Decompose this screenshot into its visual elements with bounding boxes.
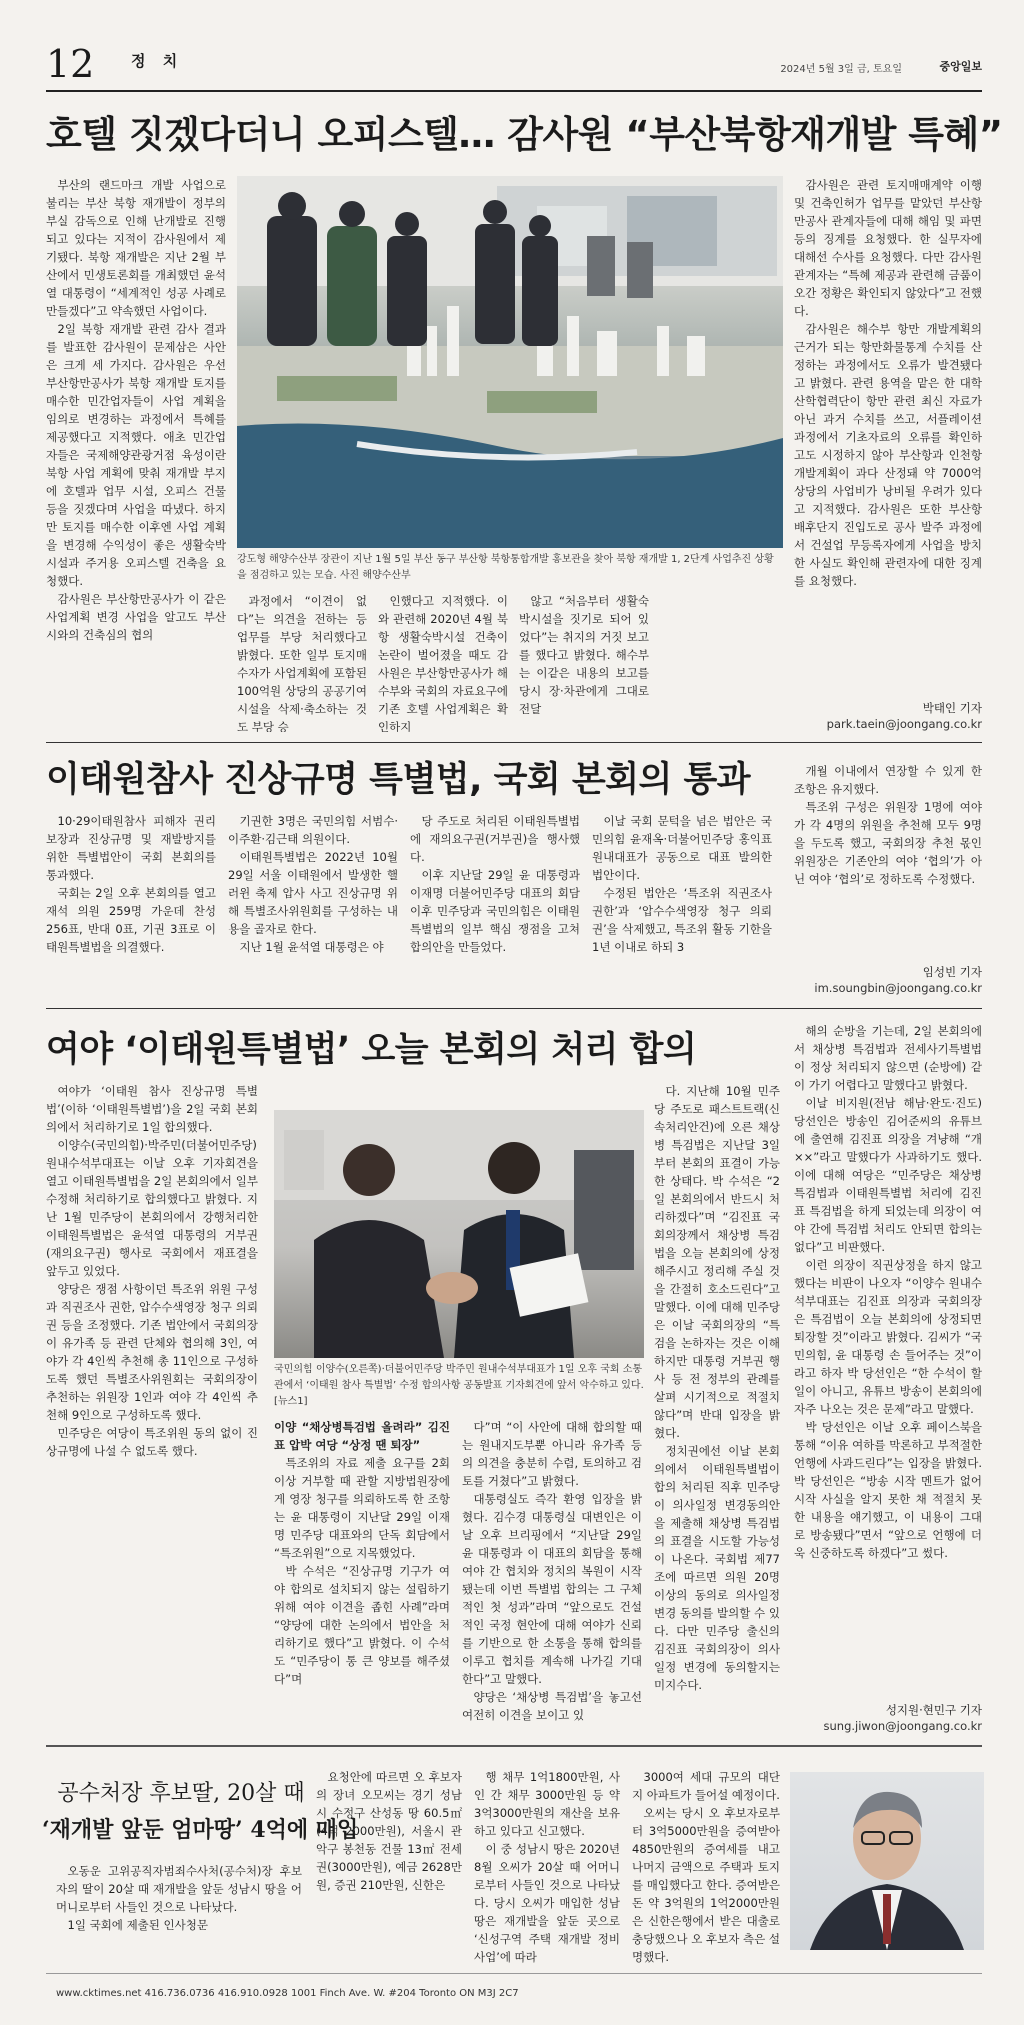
article3-column5 [794, 1022, 982, 1700]
reporter-name: 성지원·현민구 기자 [885, 1703, 982, 1717]
article3-paragraph: 이런 의장이 직권상정을 하지 않고 했다는 비판이 나오자 “이양수 원내수석부대표는 김진표 의장과 국회의장은 특검법이 오늘 본회의에 상정되면 퇴장할 것”이라고 밝혔다. 김씨가 “국민의힘, 윤 대통령 손 들어주는 것”이라고 하자 박 당선인은 “한 수석이 할 일이 아니고, 유튜브 방송이 본회의에 자주 나오는 것은 문제”라고 말했다. [794, 1258, 982, 1416]
article2-byline [794, 964, 982, 996]
article2-paragraph: 이날 국회 문턱을 넘은 법안은 국민의힘 윤재옥·더불어민주당 홍익표 원내대표가 공동으로 대표 발의한 법안이다. [592, 814, 772, 882]
article4-paragraph: 오동운 고위공직자범죄수사처(공수처)장 후보자의 딸이 20살 때 재개발을 앞둔 성남시 땅을 어머니로부터 사들인 것으로 나타났다. [56, 1864, 302, 1914]
article1-column1 [46, 176, 226, 732]
article3-paragraph: 박 당선인은 이날 오후 페이스북을 통해 “이유 여하를 막론하고 부적절한 언행에 사과드린다”는 입장을 밝혔다. 박 당선인은 “방송 시작 멘트가 없어 시작 사실을 알지 못한 채 적절치 못한 내용을 얘기했고, 이 내용이 그대로 방송됐다”면서 “앞으로 언행에 더욱 신중하도록 하겠다”고 썼다. [794, 1420, 982, 1560]
reporter-email: sung.jiwon@joongang.co.kr [823, 1719, 982, 1733]
article2-column3 [410, 812, 580, 1002]
article2-paragraph: 이후 지난달 29일 윤 대통령과 이재명 더불어민주당 대표의 회담 이후 민주당과 국민의힘은 이태원특별법의 일부 핵심 쟁점을 고쳐 합의안을 만들었다. [410, 868, 580, 954]
article1-column3 [378, 592, 508, 732]
article4-portrait [790, 1772, 984, 1950]
article4-column1 [56, 1862, 302, 1968]
article3-byline [794, 1702, 982, 1734]
article3-paragraph: 다. 지난해 10월 민주당 주도로 패스트트랙(신속처리안건)에 오른 채상병 특검법은 지난달 3일부터 본회의 표결이 가능한 상태다. 박 수석은 “2일 본회의에서 반드시 처리하겠다”며 “김진표 국회의장께서 채상병 특검법을 오늘 본회의에 상정해주시고 정리해 주실 것을 간절히 호소드린다”고 말했다. 이에 대해 민주당은 이날 국회의장의 “특검을 논하자는 것은 이해하지만 대통령 거부권 행사 등 전 정부의 관례를 살펴 시기적으로 적절치 않다”며 반대 입장을 밝혔다. [654, 1084, 780, 1440]
header-rule [46, 90, 982, 92]
article4-headline [42, 1776, 359, 1848]
article3-subheadline: 이양 “채상병특검법 올려라” 김진표 압박 여당 “상정 땐 퇴장” [274, 1420, 450, 1452]
article3-headline: 여야 ‘이태원특별법’ 오늘 본회의 처리 합의 [46, 1030, 697, 1070]
article2-column1 [46, 812, 216, 1002]
article3-paragraph: 양당은 쟁점 사항이던 특조위 위원 구성과 직권조사 권한, 압수수색영장 청구 의뢰권 등을 조정했다. 기존 법안에서 국회의장이 유가족 등 관련 단체와 협의해 3인, 여야가 각 4인씩 추천해 총 11인으로 구성하도록 했던 특별조사위원회는 국회의장이 추천하는 위원장 1인과 여야 각 4인씩 추천해 9인으로 구성하도록 했다. [46, 1282, 258, 1422]
article1-column5 [794, 176, 982, 698]
article2-paragraph: 10·29이태원참사 피해자 권리보장과 진상규명 및 재발방지를 위한 특별법안이 국회 본회의를 통과했다. [46, 814, 216, 882]
article4-paragraph: 1일 국회에 제출된 인사청문 [67, 1918, 208, 1932]
article3-paragraph: 대통령실도 즉각 환영 입장을 밝혔다. 김수경 대통령실 대변인은 이날 오후 브리핑에서 “지난달 29일 윤 대통령과 이 대표의 회담을 통해 여야 간 협치와 정치의 복원이 시작됐는데 이번 특별법 합의는 그 구체적인 첫 성과”라며 “앞으로도 건설적인 국정 현안에 대해 여야가 신뢰를 기반으로 한 소통을 통해 합의를 이루고 협치를 계속해 나가길 기대한다”고 말했다. [462, 1492, 642, 1686]
article2-paragraph: 특조위 구성은 위원장 1명에 여야가 각 4명의 위원을 추천해 모두 9명을 두도록 했고, 국회의장 추천 몫인 위원장은 기존안의 여야 ‘협의’가 아닌 여야 ‘협의’로 정하도록 수정했다. [794, 800, 982, 886]
article1-paragraph: 과정에서 “이견이 없다”는 의견을 전하는 등 업무를 부당 처리했다고 밝혔다. 또한 일부 토지매수자가 사업계획에 포함된 100억원 상당의 공공기여 시설을 삭제·축소하는 것도 부당 승 [237, 594, 367, 732]
reporter-name: 박태인 기자 [922, 701, 982, 715]
article2-column4 [592, 812, 772, 1002]
article3-paragraph: 양당은 ‘채상병 특검법’을 놓고선 여전히 이견을 보이고 있 [462, 1690, 642, 1722]
article3-paragraph: 박 수석은 “진상규명 기구가 여야 합의로 설치되지 않는 설립하기 위해 여야 이견을 좁힌 사례”라며 “양당에 대한 논의에서 법안을 처리하기로 했다”고 밝혔다. 이 수석도 “민주당이 통 큰 양보를 해주셨다”며 [274, 1564, 450, 1686]
article4-column4 [632, 1768, 780, 1964]
article4-headline-line1: 공수처장 후보딸, 20살 때 [57, 1781, 305, 1806]
article3-column4 [654, 1082, 780, 1730]
article2-paragraph: 이태원특별법은 2022년 10월 29일 서울 이태원에서 발생한 핼러윈 축제 압사 사고 진상규명 위해 특별조사위원회를 구성하는 내용을 골자로 한다. [228, 850, 398, 936]
page-header [46, 44, 982, 84]
article2-column5 [794, 762, 982, 960]
article2-paragraph: 기권한 3명은 국민의힘 서범수·이주환·김근태 의원이다. [228, 814, 398, 846]
article4-column3 [474, 1768, 620, 1964]
article4-paragraph: 3000여 세대 규모의 대단지 아파트가 들어설 예정이다. [632, 1770, 780, 1802]
article2-paragraph: 지난 1월 윤석열 대통령은 야 [239, 940, 384, 954]
article1-column2 [237, 592, 367, 732]
photo-officials-at-model [237, 176, 783, 548]
article4-paragraph: 행 채무 1억1800만원, 사인 간 채무 3000만원 등 약 3억3000만원의 재산을 보유하고 있다고 신고했다. [474, 1770, 620, 1838]
article1-headline: 호텔 짓겠다더니 오피스텔… 감사원 “부산북항재개발 특혜” [46, 113, 1003, 156]
article3-paragraph: 정치권에선 이날 본회의에서 이태원특별법이 합의 처리된 직후 민주당이 의사일정 변경동의안을 제출해 채상병 특검법의 표결을 시도할 가능성이 나온다. 국회법 제77조에 따르면 의원 20명 이상의 동의로 의사일정 변경 동의를 발의할 수 있다. 다만 민주당 출신의 김진표 국회의장이 의사일정 변경에 동의할지는 미지수다. [654, 1444, 780, 1692]
article3-paragraph: 여야가 ‘이태원 참사 진상규명 특별법’(이하 ‘이태원특별법’)을 2일 국회 본회의에서 처리하기로 1일 합의했다. [46, 1084, 258, 1134]
article1-photo [237, 176, 783, 548]
reporter-name: 임성빈 기자 [922, 965, 982, 979]
article4-column2 [316, 1768, 462, 1964]
article3-paragraph: 해의 순방을 기는데, 2일 본회의에서 채상병 특검법과 전세사기특별법이 정상 처리되지 않으면 (순방에) 같이 가기 어렵다고 말했다고 밝혔다. [794, 1024, 982, 1092]
article1-paragraph: 감사원은 관련 토지매매계약 이행 및 건축인허가 업무를 맡았던 부산항만공사 관계자들에 대해 해임 및 파면 등의 징계를 요청했다. 한 실무자에 대해선 수사를 요청했다. 다만 감사원 관계자는 “특혜 제공과 관련해 금품이 오간 정황은 확인되지 않았다”고 전했다. [794, 178, 982, 318]
article2-column2 [228, 812, 398, 1002]
page-number: 12 [46, 42, 95, 86]
article3-paragraph: 다”며 “이 사안에 대해 합의할 때는 원내지도부뿐 아니라 유가족 등의 의견을 충분히 수렴, 토의하고 검토를 거쳤다”고 밝혔다. [462, 1420, 642, 1488]
article3-paragraph: 이날 비지원(전남 해남·완도·진도) 당선인은 방송인 김어준씨의 유튜브에 출연해 김진표 의장을 겨냥해 “개××”라고 말했다가 사과하기도 했다. 이에 대해 여당은 “민주당은 채상병 특검법과 이태원특별법 처리에 김진표 특검법을 하게 되었는데 의장이 여야 간에 특검법 처리도 안되면 합의는 없다”고 비판했다. [794, 1096, 982, 1254]
section-divider [46, 742, 982, 743]
article3-column1 [46, 1082, 258, 1730]
article4-paragraph: 오씨는 당시 오 후보자로부터 3억5000만원을 증여받아 4850만원의 증여세를 내고 나머지 금액으로 주택과 토지를 매입했다고 한다. 증여받은 돈 약 3억원의 1억2000만원은 신한은행에서 받은 대출로 충당했으나 오 후보자 측은 설명했다. [632, 1806, 780, 1964]
article3-photo-caption: 국민의힘 이양수(오른쪽)·더불어민주당 박주민 원내수석부대표가 1일 오후 국회 소통관에서 ‘이태원 참사 특별법’ 수정 합의사항 공동발표 기자회견에 앞서 악수하고 있다. [뉴스1] [274, 1364, 644, 1407]
article3-photo [274, 1110, 644, 1358]
section-name: 정 치 [131, 52, 184, 70]
reporter-email: im.soungbin@joongang.co.kr [814, 981, 982, 995]
issue-date: 2024년 5월 3일 금, 토요일 [780, 64, 902, 75]
footer-contact: www.cktimes.net 416.736.0736 416.910.0928 1001 Finch Ave. W. #204 Toronto ON M3J 2C7 [56, 1988, 519, 1999]
article3-paragraph: 특조위의 자료 제출 요구를 2회 이상 거부할 때 관할 지방법원장에게 영장 청구를 의뢰하도록 한 조항는 윤 대통령이 지난달 29일 이재명 민주당 대표와의 단독 회담에서 “특조위원”으로 지목했었다. [274, 1456, 450, 1560]
article1-paragraph: 감사원은 부산항만공사가 이 같은 사업계획 변경 사업을 알고도 부산시와의 건축심의 협의 [46, 592, 226, 642]
article2-paragraph: 당 주도로 처리된 이태원특별법에 재의요구권(거부권)을 행사했다. [410, 814, 580, 864]
article2-headline: 이태원참사 진상규명 특별법, 국회 본회의 통과 [46, 760, 751, 800]
article1-column4 [519, 592, 649, 732]
article3-column3 [462, 1418, 642, 1730]
article1-paragraph: 인했다고 지적했다. 이와 관련해 2020년 4월 북항 생활숙박시설 건축이 논란이 벌어졌을 때도 감사원은 부산항만공사가 해수부와 국회의 자료요구에 기존 호텔 사업계획은 확인하지 [378, 594, 508, 732]
article2-paragraph: 국회는 2일 오후 본회의를 열고 재석 의원 259명 가운데 찬성 256표, 반대 0표, 기권 3표로 이태원특별법을 의결했다. [46, 886, 216, 954]
section-divider [46, 1008, 982, 1009]
article2-paragraph: 개월 이내에서 연장할 수 있게 한 조항은 유지했다. [794, 764, 982, 796]
article3-paragraph: 이양수(국민의힘)·박주민(더불어민주당) 원내수석부대표는 이날 오후 기자회견을 열고 이태원특별법을 2일 본회의에서 일부 수정해 처리하기로 합의했다고 밝혔다. 지난 1월 민주당이 본회의에서 강행처리한 이태원특별법은 윤석열 대통령의 거부권(재의요구권) 행사로 국회에서 재표결을 앞두고 있었다. [46, 1138, 258, 1278]
photo-handshake [274, 1110, 644, 1358]
photo-portrait [790, 1772, 984, 1950]
article4-headline-line2: ‘재개발 앞둔 엄마땅’ 4억에 매입 [42, 1817, 359, 1843]
article1-paragraph: 감사원은 해수부 항만 개발계획의 근거가 되는 항만화물통계 수치를 산정하는 과정에서도 오류가 발견됐다고 밝혔다. 관련 용역을 맡은 한 대학 산학협력단이 항만 관련 최신 자료가 아닌 과거 수치를 쓰고, 서플레이션 과정에서 기초자료의 오류를 확인하고도 시정하지 않아 부산항과 인천항 개발계획이 과다 산정돼 약 7000억 상당의 사업비가 낭비될 우려가 있다고 지적했다. 감사원은 또한 부산항 배후단지 진입도로 공사 발주 과정에서 건설업 무등록자에게 사업을 방치한 사실도 확인해 관련자에 대한 징계를 요청했다. [794, 322, 982, 588]
article1-photo-caption: 강도형 해양수산부 장관이 지난 1월 5일 부산 동구 부산항 북항통합개발 홍보관을 찾아 북항 재개발 1, 2단계 사업추진 상황을 점검하고 있는 모습. 사진 해양수산부 [237, 554, 774, 581]
article1-paragraph: 2일 북항 재개발 관련 감사 결과를 발표한 감사원이 문제삼은 사안은 크게 세 가지다. 감사원은 우선 부산항만공사가 북항 재개발 토지를 매수한 민간업자들이 사업 계획을 임의로 변경하는 과정에서 특혜를 제공했다고 지적했다. 애초 민간업자들은 국제해양관광거점 육성이란 북항 사업 계획에 맞춰 재개발 부지에 호텔과 업무 시설, 오피스 건물 등을 짓겠다며 사업을 따냈다. 하지만 토지를 매수한 이후엔 사업 계획을 변경해 수익성이 좋은 생활숙박시설과 주거용 오피스텔 건축을 요청했다. [46, 322, 226, 588]
reporter-email: park.taein@joongang.co.kr [826, 717, 982, 731]
article3-paragraph: 민주당은 여당이 특조위원 동의 없이 진상규명에 나설 수 없도록 했다. [46, 1426, 258, 1458]
article4-paragraph: 이 중 성남시 땅은 2020년 8월 오씨가 20살 때 어머니로부터 사들인 것으로 나타났다. 당시 오씨가 매입한 성남 땅은 재개발을 앞둔 곳으로 ‘신성구역 주택 재개발 정비사업’에 따라 [474, 1842, 620, 1964]
article2-paragraph: 수정된 법안은 ‘특조위 직권조사 권한’과 ‘압수수색영장 청구 의뢰권’을 삭제했고, 특조위 활동 기한을 1년 이내로 하되 3 [592, 886, 772, 954]
article3-column2 [274, 1418, 450, 1730]
article1-paragraph: 않고 “처음부터 생활숙박시설을 짓기로 되어 있었다”는 취지의 거짓 보고를 했다고 밝혔다. 해수부는 이같은 내용의 보고를 당시 장·차관에게 그대로 전달 [519, 594, 649, 716]
article4-paragraph: 요청안에 따르면 오 후보자의 장녀 오모씨는 경기 성남시 수정구 산성동 땅 60.5㎡(4억 2000만원), 서울시 관악구 봉천동 건물 13㎡ 전세권(3000만원), 예금 2628만원, 증권 210만원, 신한은 [316, 1770, 462, 1892]
article1-byline [794, 700, 982, 732]
paper-name: 중앙일보 [939, 60, 982, 73]
article1-paragraph: 부산의 랜드마크 개발 사업으로 불리는 부산 북항 재개발이 정부의 부실 감독으로 인해 난개발로 진행되고 있다는 지적이 감사원에서 제기됐다. 북항 재개발은 지난 2월 부산에서 민생토론회를 개최했던 윤석열 대통령이 “세계적인 성공 사례로 만들겠다”고 약속했던 사업이다. [46, 178, 226, 318]
